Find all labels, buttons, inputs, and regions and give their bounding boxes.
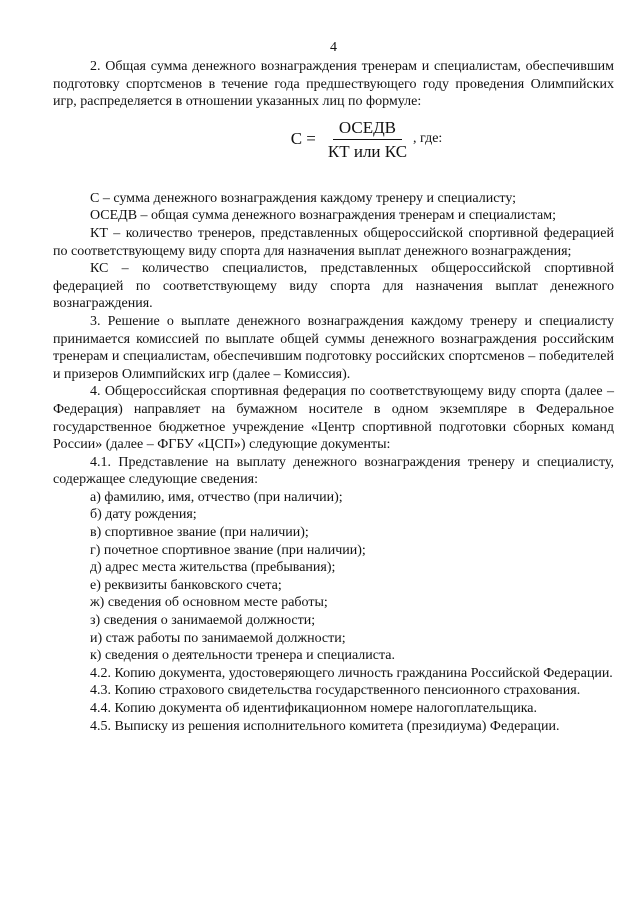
item-4-1: 4.1. Представление на выплату денежного вознаграждения тренеру и специалисту, содержащее следующие сведения: (53, 454, 614, 488)
subitem-v: в) спортивное звание (при наличии); (90, 525, 309, 541)
paragraph-4: 4. Общероссийская спортивная федерация по соответствующему виду спорта (далее – Федерация) направляет на бумажном носителе в одном экземпляре в Федеральное государственное бюджетное учреждение «Центр спортивной подготовки сборных команд России» (далее – ФГБУ «ЦСП») следующие документы: (53, 384, 614, 453)
formula-numerator: ОСЕДВ (333, 117, 402, 140)
formula-tail: , где: (413, 131, 443, 147)
paragraph-2: 2. Общая сумма денежного вознаграждения тренерам и специалистам, обеспечившим подготовку спортсменов в течение года предшествующего году проведения Олимпийских игр, распределяется в отношении указанных лиц по формуле: (53, 59, 614, 110)
subitem-zh: ж) сведения об основном месте работы; (90, 595, 328, 611)
subitem-i: и) стаж работы по занимаемой должности; (90, 630, 346, 646)
formula-fraction (324, 117, 411, 162)
subitem-d: д) адрес места жительства (пребывания); (90, 560, 336, 576)
paragraph-3: 3. Решение о выплате денежного вознаграждения каждому тренеру и специалисту принимается комиссией по выплате общей суммы денежного вознаграждения российским тренерам и специалистам, обеспечившим подготовку российских спортсменов – победителей и призеров Олимпийских игр (далее – Комиссия). (53, 313, 614, 382)
subitem-k: к) сведения о деятельности тренера и специалиста. (90, 648, 395, 664)
formula-denominator: КТ или КС (327, 141, 408, 161)
item-4-4: 4.4. Копию документа об идентификационном номере налогоплательщика. (90, 701, 538, 716)
subitem-e: е) реквизиты банковского счета; (90, 577, 282, 593)
item-4-5: 4.5. Выписку из решения исполнительного комитета (президиума) Федерации. (90, 718, 560, 734)
subitem-a: а) фамилию, имя, отчество (при наличии); (90, 489, 343, 505)
definition-c: С – сумма денежного вознаграждения каждому тренеру и специалисту; (90, 190, 517, 206)
subitem-z: з) сведения о занимаемой должности; (90, 613, 316, 629)
subitem-g: г) почетное спортивное звание (при наличии); (90, 542, 366, 558)
item-4-2: 4.2. Копию документа, удостоверяющего личность гражданина Российской Федерации. (90, 665, 613, 681)
distribution-formula (119, 117, 614, 162)
page-number: 4 (330, 40, 337, 55)
definition-osedv: ОСЕДВ – общая сумма денежного вознаграждения тренерам и специалистам; (90, 208, 556, 224)
subitem-b: б) дату рождения; (90, 507, 197, 523)
item-4-3: 4.3. Копию страхового свидетельства государственного пенсионного страхования. (90, 683, 581, 699)
definition-kt: КТ – количество тренеров, представленных общероссийской спортивной федерацией по соответствующему виду спорта для назначения выплат денежного вознаграждения; (53, 225, 614, 259)
formula-lhs: С = (290, 129, 316, 149)
definition-ks: КС – количество специалистов, представленных общероссийской спортивной федерацией по соответствующему виду спорта для назначения выплат денежного вознаграждения. (53, 261, 614, 312)
